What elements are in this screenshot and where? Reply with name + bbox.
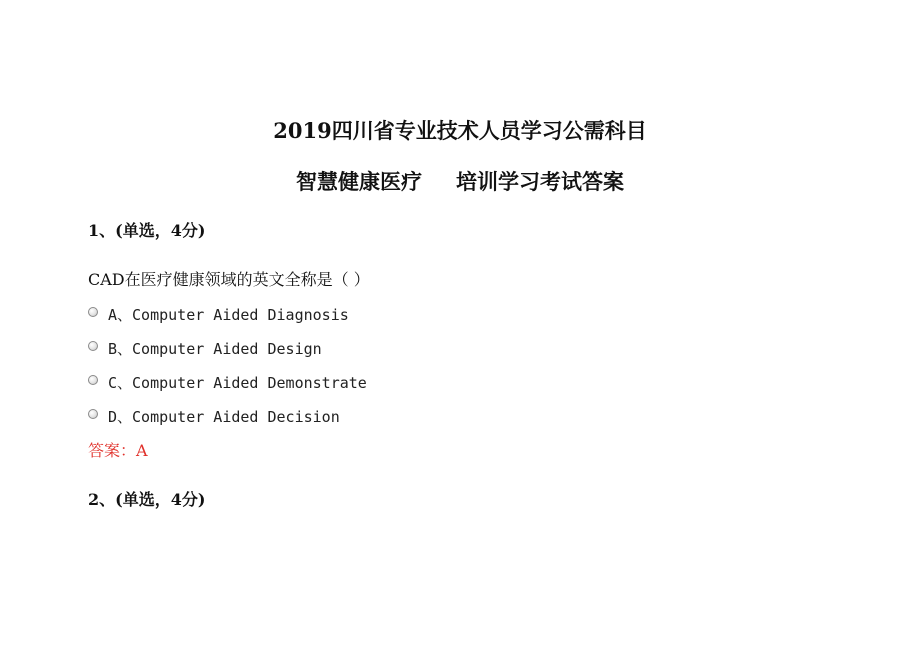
option-d[interactable]: [88, 406, 340, 428]
radio-icon[interactable]: [88, 375, 98, 385]
option-d-label: D、Computer Aided Decision: [108, 408, 340, 426]
question-2-header: 2、(单选，4分): [88, 490, 206, 509]
subtitle-left: 智慧健康医疗: [296, 169, 422, 194]
question-1-header: 1、(单选，4分): [88, 221, 206, 240]
answer-text: 答案：A: [88, 441, 148, 460]
subtitle-right: 培训学习考试答案: [456, 169, 624, 194]
document-title: 2019四川省专业技术人员学习公需科目: [273, 118, 647, 143]
option-a-label: A、Computer Aided Diagnosis: [108, 306, 349, 324]
question-1-text: CAD在医疗健康领域的英文全称是（ ）: [88, 270, 370, 289]
option-b-label: B、Computer Aided Design: [108, 340, 322, 358]
option-b[interactable]: [88, 338, 322, 360]
radio-icon[interactable]: [88, 307, 98, 317]
option-c-label: C、Computer Aided Demonstrate: [108, 374, 367, 392]
option-c[interactable]: [88, 372, 367, 394]
radio-icon[interactable]: [88, 341, 98, 351]
radio-icon[interactable]: [88, 409, 98, 419]
option-a[interactable]: [88, 304, 349, 326]
document-subtitle: [0, 168, 920, 196]
